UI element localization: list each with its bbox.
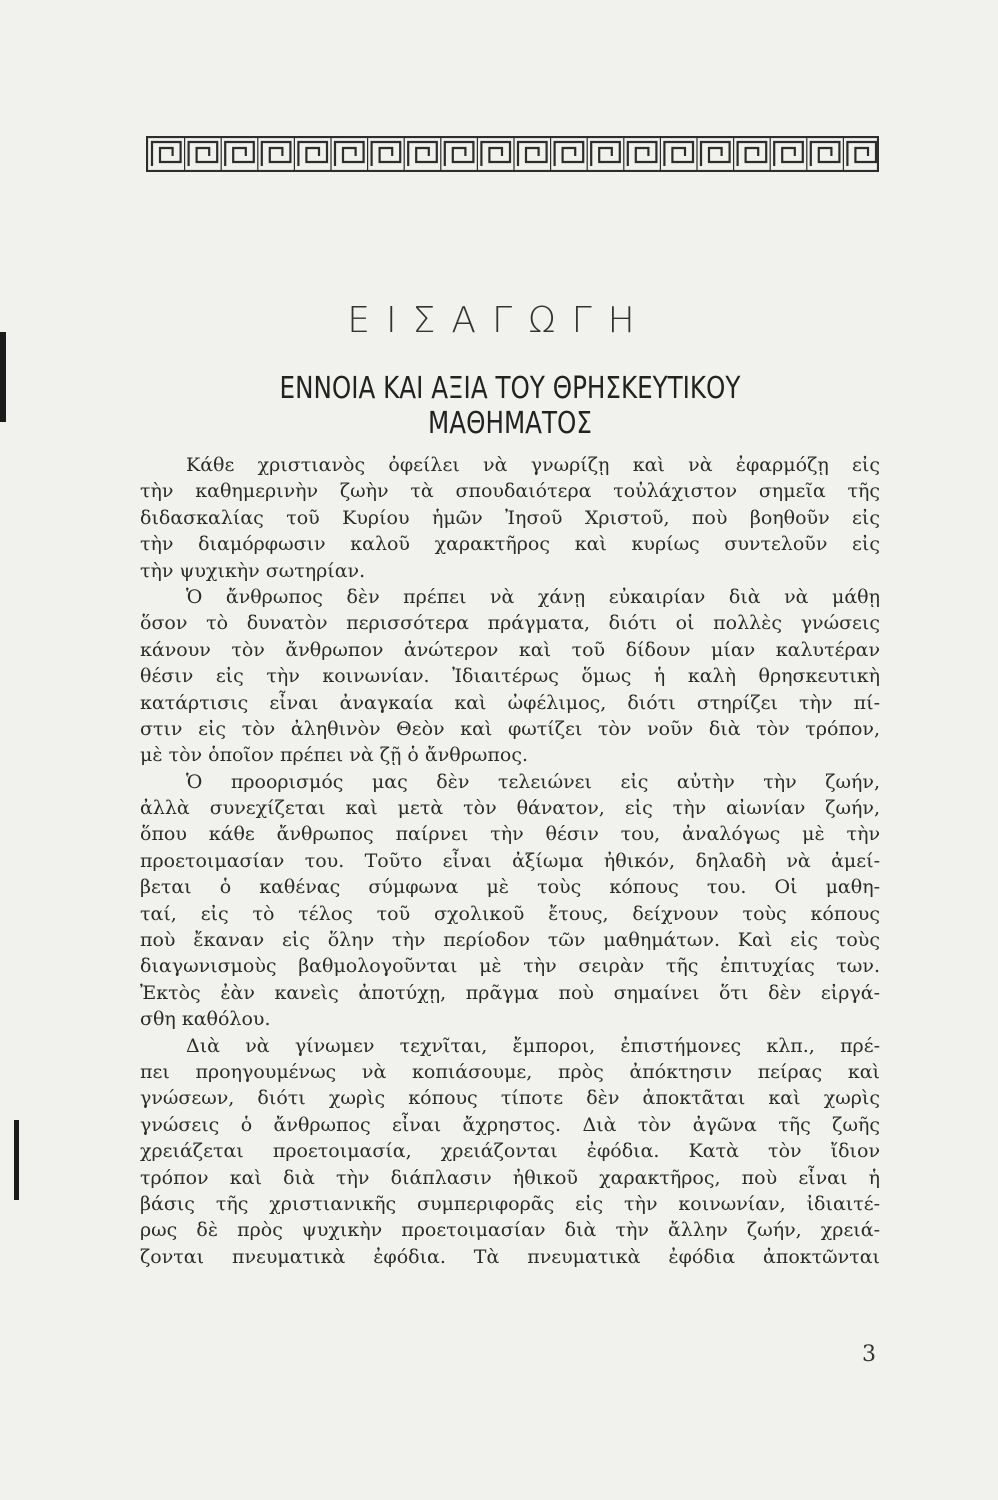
key-motif (189, 142, 218, 166)
text-line: χρειάζεται προετοιμασία, χρειάζονται ἐφόδια. Κατὰ τὸν ἴδιον (140, 1140, 880, 1163)
text-line: κάνουν τὸν ἄνθρωπον ἀνώτερον καὶ τοῦ δίδουν μίαν καλυτέραν (140, 638, 880, 661)
text-line: σθη καθόλου. (140, 1008, 271, 1031)
text-line: μὲ τὸν ὁποῖον πρέπει νὰ ζῇ ὁ ἄνθρωπος. (140, 744, 528, 767)
text-line: κατάρτισις εἶναι ἀναγκαία καὶ ὠφέλιμος, διότι στηρίζει τὴν πί- (140, 691, 880, 714)
text-line: πει προηγουμένως νὰ κοπιάσουμε, πρὸς ἀπόκτησιν πείρας καὶ (140, 1060, 880, 1083)
key-motif (481, 142, 510, 166)
key-motif (225, 142, 254, 166)
border-frame (147, 137, 878, 171)
text-line: Κάθε χριστιανὸς ὀφείλει νὰ γνωρίζῃ καὶ νὰ ἐφαρμόζῃ εἰς (186, 454, 880, 476)
text-line: γνώσεων, διότι χωρὶς κόπους τίποτε δὲν ἀποκτᾶται καὶ χωρὶς (140, 1087, 880, 1110)
greek-key-border (146, 136, 879, 172)
key-motif (774, 142, 803, 166)
text-line: ὅπου κάθε ἄνθρωπος παίρνει τὴν θέσιν του, ἀναλόγως μὲ τὴν (140, 823, 880, 846)
text-line: Ὁ ἄνθρωπος δὲν πρέπει νὰ χάνῃ εὐκαιρίαν διὰ νὰ μάθῃ (186, 585, 880, 608)
key-motif (298, 142, 327, 166)
text-line: Διὰ νὰ γίνωμεν τεχνῖται, ἔμποροι, ἐπιστήμονες κλπ., πρέ- (186, 1034, 880, 1057)
key-motif (518, 142, 547, 166)
text-line: προετοιμασίαν του. Τοῦτο εἶναι ἀξίωμα ἠθικόν, δηλαδὴ νὰ ἀμεί- (140, 849, 880, 872)
left-edge-mark-bottom (14, 1120, 19, 1200)
text-line: ζονται πνευματικὰ ἐφόδια. Τὰ πνευματικὰ ἐφόδια ἀποκτῶνται (140, 1245, 880, 1268)
text-line: ἀλλὰ συνεχίζεται καὶ μετὰ τὸν θάνατον, εἰς τὴν αἰωνίαν ζωήν, (140, 797, 880, 820)
key-motif (408, 142, 437, 166)
page-number: 3 (862, 1342, 876, 1367)
key-motif (811, 142, 840, 166)
key-motif (152, 142, 181, 166)
text-line: ταί, εἰς τὸ τέλος τοῦ σχολικοῦ ἔτους, δείχνουν τοὺς κόπους (140, 902, 880, 925)
key-motif (262, 142, 291, 166)
key-motif (701, 142, 730, 166)
text-line: διαγωνισμοὺς βαθμολογοῦνται μὲ τὴν σειρὰν τῆς ἐπιτυχίας των. (140, 955, 880, 978)
key-motif (738, 142, 767, 166)
key-motif (847, 142, 876, 166)
text-line: βάσις τῆς χριστιανικῆς συμπεριφορᾶς εἰς τὴν κοινωνίαν, ἰδιαιτέ- (140, 1192, 880, 1215)
key-motif (372, 142, 401, 166)
text-line: διδασκαλίας τοῦ Κυρίου ἡμῶν Ἰησοῦ Χριστοῦ, ποὺ βοηθοῦν εἰς (140, 506, 880, 529)
section-subtitle: ΕΝΝΟΙΑ ΚΑΙ ΑΞΙΑ ΤΟΥ ΘΡΗΣΚΕΥΤΙΚΟΥ ΜΑΘΗΜΑΤΟΣ (279, 371, 741, 441)
key-motif (555, 142, 584, 166)
text-line: γνώσεις ὁ ἄνθρωπος εἶναι ἄχρηστος. Διὰ τὸν ἀγῶνα τῆς ζωῆς (140, 1113, 880, 1136)
key-motif (591, 142, 620, 166)
key-motif (628, 142, 657, 166)
text-line: τὴν ψυχικὴν σωτηρίαν. (140, 559, 366, 582)
body-text (140, 452, 880, 1270)
key-motif (664, 142, 693, 166)
text-line: τὴν διαμόρφωσιν καλοῦ χαρακτῆρος καὶ κυρίως συντελοῦν εἰς (140, 533, 880, 556)
text-line: βεται ὁ καθένας σύμφωνα μὲ τοὺς κόπους του. Οἱ μαθη- (140, 876, 880, 899)
text-line: Ἐκτὸς ἐὰν κανεὶς ἀποτύχῃ, πρᾶγμα ποὺ σημαίνει ὅτι δὲν εἰργά- (140, 981, 880, 1004)
text-line: ποὺ ἔκαναν εἰς ὅλην τὴν περίοδον τῶν μαθημάτων. Καὶ εἰς τοὺς (140, 929, 880, 952)
key-motif (335, 142, 364, 166)
text-line: τρόπον καὶ διὰ τὴν διάπλασιν ἠθικοῦ χαρακτῆρος, ποὺ εἶναι ἡ (140, 1166, 880, 1189)
text-line: ὅσον τὸ δυνατὸν περισσότερα πράγματα, διότι οἱ πολλὲς γνώσεις (140, 612, 880, 635)
key-motif (445, 142, 474, 166)
left-edge-mark-top (0, 332, 6, 422)
text-line: τὴν καθημερινὴν ζωὴν τὰ σπουδαιότερα τοὐλάχιστον σημεῖα τῆς (140, 480, 880, 503)
text-line: στιν εἰς τὸν ἀληθινὸν Θεὸν καὶ φωτίζει τὸν νοῦν διὰ τὸν τρόπον, (140, 717, 880, 740)
text-line: ρως δὲ πρὸς ψυχικὴν προετοιμασίαν διὰ τὴν ἄλλην ζωήν, χρειά- (140, 1219, 880, 1242)
chapter-title: ΕΙΣΑΓΩΓΗ (347, 300, 651, 341)
text-line: Ὁ προορισμός μας δὲν τελειώνει εἰς αὐτὴν τὴν ζωήν, (186, 770, 880, 793)
text-line: θέσιν εἰς τὴν κοινωνίαν. Ἰδιαιτέρως ὅμως ἡ καλὴ θρησκευτικὴ (140, 665, 880, 688)
